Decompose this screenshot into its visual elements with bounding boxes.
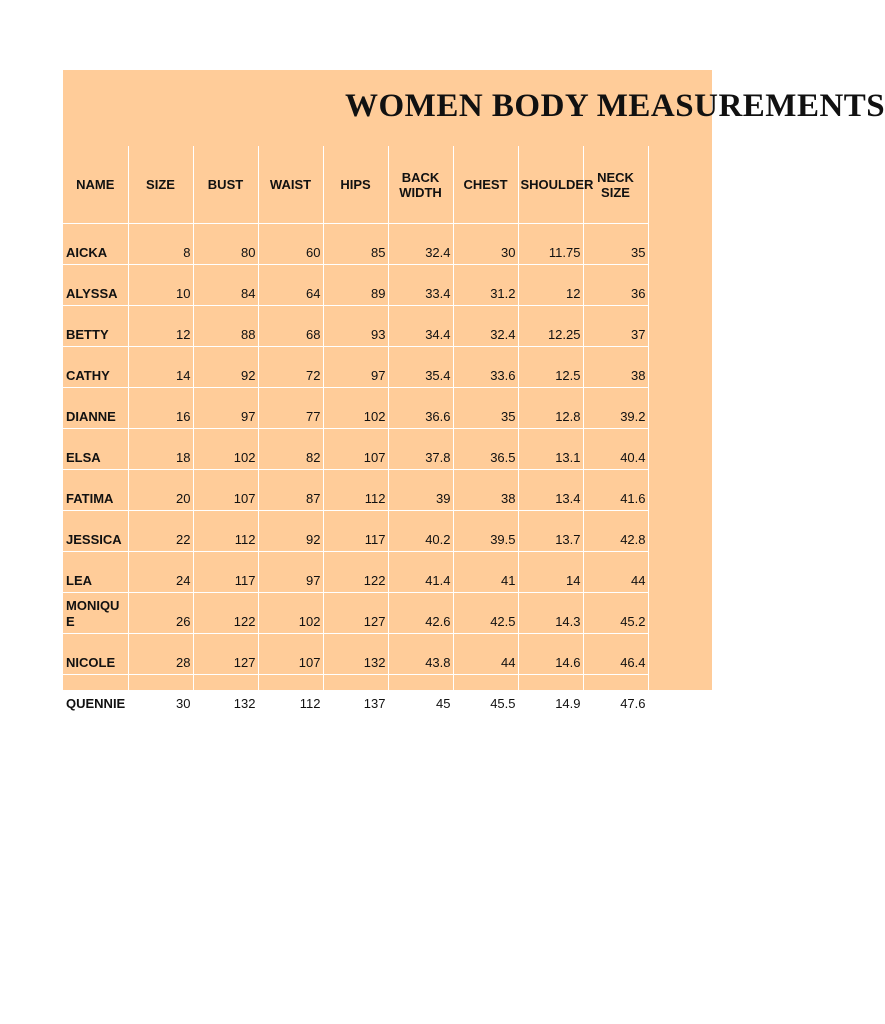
cell-size[interactable]: 8 xyxy=(128,224,193,265)
cell-hips[interactable]: 107 xyxy=(323,429,388,470)
cell-waist[interactable]: 102 xyxy=(258,593,323,634)
cell-hips[interactable]: 132 xyxy=(323,634,388,675)
cell-size[interactable]: 28 xyxy=(128,634,193,675)
table-row xyxy=(63,675,648,716)
cell-shoulder[interactable]: 11.75 xyxy=(518,224,583,265)
cell-bust[interactable]: 102 xyxy=(193,429,258,470)
cell-waist[interactable]: 60 xyxy=(258,224,323,265)
cell-bust[interactable]: 122 xyxy=(193,593,258,634)
column-header-bust[interactable]: BUST xyxy=(193,146,258,224)
cell-hips[interactable]: 102 xyxy=(323,388,388,429)
cell-shoulder[interactable]: 12 xyxy=(518,265,583,306)
table-body xyxy=(63,224,648,716)
cell-name[interactable]: ELSA xyxy=(63,429,128,470)
cell-bust[interactable]: 127 xyxy=(193,634,258,675)
cell-chest[interactable]: 45.5 xyxy=(453,675,518,716)
cell-hips[interactable]: 85 xyxy=(323,224,388,265)
cell-bust[interactable]: 117 xyxy=(193,552,258,593)
cell-size[interactable]: 10 xyxy=(128,265,193,306)
cell-bust[interactable]: 97 xyxy=(193,388,258,429)
cell-chest[interactable]: 42.5 xyxy=(453,593,518,634)
cell-shoulder[interactable]: 13.7 xyxy=(518,511,583,552)
cell-neck-size[interactable]: 39.2 xyxy=(583,388,648,429)
cell-neck-size[interactable]: 40.4 xyxy=(583,429,648,470)
cell-shoulder[interactable]: 14 xyxy=(518,552,583,593)
cell-size[interactable]: 18 xyxy=(128,429,193,470)
cell-hips[interactable]: 137 xyxy=(323,675,388,716)
table-row xyxy=(63,429,648,470)
cell-shoulder[interactable]: 13.4 xyxy=(518,470,583,511)
table-row xyxy=(63,552,648,593)
cell-shoulder[interactable]: 14.9 xyxy=(518,675,583,716)
sheet-title: WOMEN BODY MEASUREMENTS xyxy=(345,88,885,124)
cell-waist[interactable]: 64 xyxy=(258,265,323,306)
cell-name[interactable]: MONIQUE xyxy=(63,593,128,634)
column-header-waist[interactable]: WAIST xyxy=(258,146,323,224)
table-row xyxy=(63,470,648,511)
cell-neck-size[interactable]: 44 xyxy=(583,552,648,593)
cell-back-width[interactable]: 43.8 xyxy=(388,634,453,675)
cell-back-width[interactable]: 36.6 xyxy=(388,388,453,429)
cell-hips[interactable]: 93 xyxy=(323,306,388,347)
cell-shoulder[interactable]: 12.8 xyxy=(518,388,583,429)
cell-size[interactable]: 24 xyxy=(128,552,193,593)
cell-chest[interactable]: 41 xyxy=(453,552,518,593)
table-row xyxy=(63,511,648,552)
cell-name[interactable]: LEA xyxy=(63,552,128,593)
cell-neck-size[interactable]: 41.6 xyxy=(583,470,648,511)
cell-chest[interactable]: 35 xyxy=(453,388,518,429)
sheet-margin-strip xyxy=(648,70,712,690)
cell-chest[interactable]: 36.5 xyxy=(453,429,518,470)
cell-chest[interactable]: 39.5 xyxy=(453,511,518,552)
cell-back-width[interactable]: 40.2 xyxy=(388,511,453,552)
cell-waist[interactable]: 68 xyxy=(258,306,323,347)
cell-name[interactable]: NICOLE xyxy=(63,634,128,675)
cell-shoulder[interactable]: 13.1 xyxy=(518,429,583,470)
cell-neck-size[interactable]: 37 xyxy=(583,306,648,347)
cell-waist[interactable]: 97 xyxy=(258,552,323,593)
cell-bust[interactable]: 112 xyxy=(193,511,258,552)
cell-hips[interactable]: 127 xyxy=(323,593,388,634)
column-header-chest[interactable]: CHEST xyxy=(453,146,518,224)
cell-hips[interactable]: 122 xyxy=(323,552,388,593)
column-header-back-width[interactable]: BACK WIDTH xyxy=(388,146,453,224)
cell-shoulder[interactable]: 14.6 xyxy=(518,634,583,675)
cell-size[interactable]: 20 xyxy=(128,470,193,511)
cell-neck-size[interactable]: 45.2 xyxy=(583,593,648,634)
cell-hips[interactable]: 97 xyxy=(323,347,388,388)
cell-back-width[interactable]: 39 xyxy=(388,470,453,511)
cell-bust[interactable]: 92 xyxy=(193,347,258,388)
cell-chest[interactable]: 32.4 xyxy=(453,306,518,347)
cell-waist[interactable]: 87 xyxy=(258,470,323,511)
cell-name[interactable]: QUENNIE xyxy=(63,675,128,716)
cell-waist[interactable]: 112 xyxy=(258,675,323,716)
cell-size[interactable]: 12 xyxy=(128,306,193,347)
cell-name[interactable]: DIANNE xyxy=(63,388,128,429)
column-header-name[interactable]: NAME xyxy=(63,146,128,224)
cell-size[interactable]: 16 xyxy=(128,388,193,429)
cell-size[interactable]: 30 xyxy=(128,675,193,716)
table-row xyxy=(63,306,648,347)
cell-bust[interactable]: 88 xyxy=(193,306,258,347)
header-row xyxy=(63,146,648,224)
cell-hips[interactable]: 112 xyxy=(323,470,388,511)
cell-chest[interactable]: 38 xyxy=(453,470,518,511)
table-row xyxy=(63,347,648,388)
cell-neck-size[interactable]: 42.8 xyxy=(583,511,648,552)
cell-name[interactable]: FATIMA xyxy=(63,470,128,511)
cell-waist[interactable]: 107 xyxy=(258,634,323,675)
cell-neck-size[interactable]: 47.6 xyxy=(583,675,648,716)
table-row xyxy=(63,224,648,265)
cell-back-width[interactable]: 37.8 xyxy=(388,429,453,470)
cell-back-width[interactable]: 41.4 xyxy=(388,552,453,593)
cell-chest[interactable]: 33.6 xyxy=(453,347,518,388)
cell-back-width[interactable]: 42.6 xyxy=(388,593,453,634)
measurements-table xyxy=(63,146,649,716)
cell-neck-size[interactable]: 35 xyxy=(583,224,648,265)
cell-bust[interactable]: 84 xyxy=(193,265,258,306)
cell-shoulder[interactable]: 14.3 xyxy=(518,593,583,634)
column-header-size[interactable]: SIZE xyxy=(128,146,193,224)
table-row xyxy=(63,634,648,675)
cell-waist[interactable]: 92 xyxy=(258,511,323,552)
cell-waist[interactable]: 77 xyxy=(258,388,323,429)
cell-name[interactable]: AICKA xyxy=(63,224,128,265)
cell-bust[interactable]: 107 xyxy=(193,470,258,511)
column-header-neck-size[interactable]: NECK SIZE xyxy=(583,146,648,224)
cell-bust[interactable]: 132 xyxy=(193,675,258,716)
cell-back-width[interactable]: 45 xyxy=(388,675,453,716)
title-band xyxy=(63,70,885,146)
column-header-hips[interactable]: HIPS xyxy=(323,146,388,224)
cell-neck-size[interactable]: 36 xyxy=(583,265,648,306)
cell-neck-size[interactable]: 38 xyxy=(583,347,648,388)
cell-back-width[interactable]: 32.4 xyxy=(388,224,453,265)
cell-chest[interactable]: 31.2 xyxy=(453,265,518,306)
table-row xyxy=(63,265,648,306)
cell-chest[interactable]: 44 xyxy=(453,634,518,675)
cell-hips[interactable]: 89 xyxy=(323,265,388,306)
cell-back-width[interactable]: 33.4 xyxy=(388,265,453,306)
cell-hips[interactable]: 117 xyxy=(323,511,388,552)
cell-chest[interactable]: 30 xyxy=(453,224,518,265)
cell-back-width[interactable]: 35.4 xyxy=(388,347,453,388)
table-row xyxy=(63,388,648,429)
cell-name[interactable]: JESSICA xyxy=(63,511,128,552)
cell-shoulder[interactable]: 12.5 xyxy=(518,347,583,388)
cell-size[interactable]: 14 xyxy=(128,347,193,388)
cell-waist[interactable]: 72 xyxy=(258,347,323,388)
column-header-shoulder[interactable]: SHOULDER xyxy=(518,146,583,224)
cell-size[interactable]: 22 xyxy=(128,511,193,552)
cell-back-width[interactable]: 34.4 xyxy=(388,306,453,347)
cell-waist[interactable]: 82 xyxy=(258,429,323,470)
table-row xyxy=(63,593,648,634)
cell-name[interactable]: CATHY xyxy=(63,347,128,388)
cell-name[interactable]: ALYSSA xyxy=(63,265,128,306)
cell-name[interactable]: BETTY xyxy=(63,306,128,347)
cell-size[interactable]: 26 xyxy=(128,593,193,634)
cell-bust[interactable]: 80 xyxy=(193,224,258,265)
cell-shoulder[interactable]: 12.25 xyxy=(518,306,583,347)
cell-neck-size[interactable]: 46.4 xyxy=(583,634,648,675)
